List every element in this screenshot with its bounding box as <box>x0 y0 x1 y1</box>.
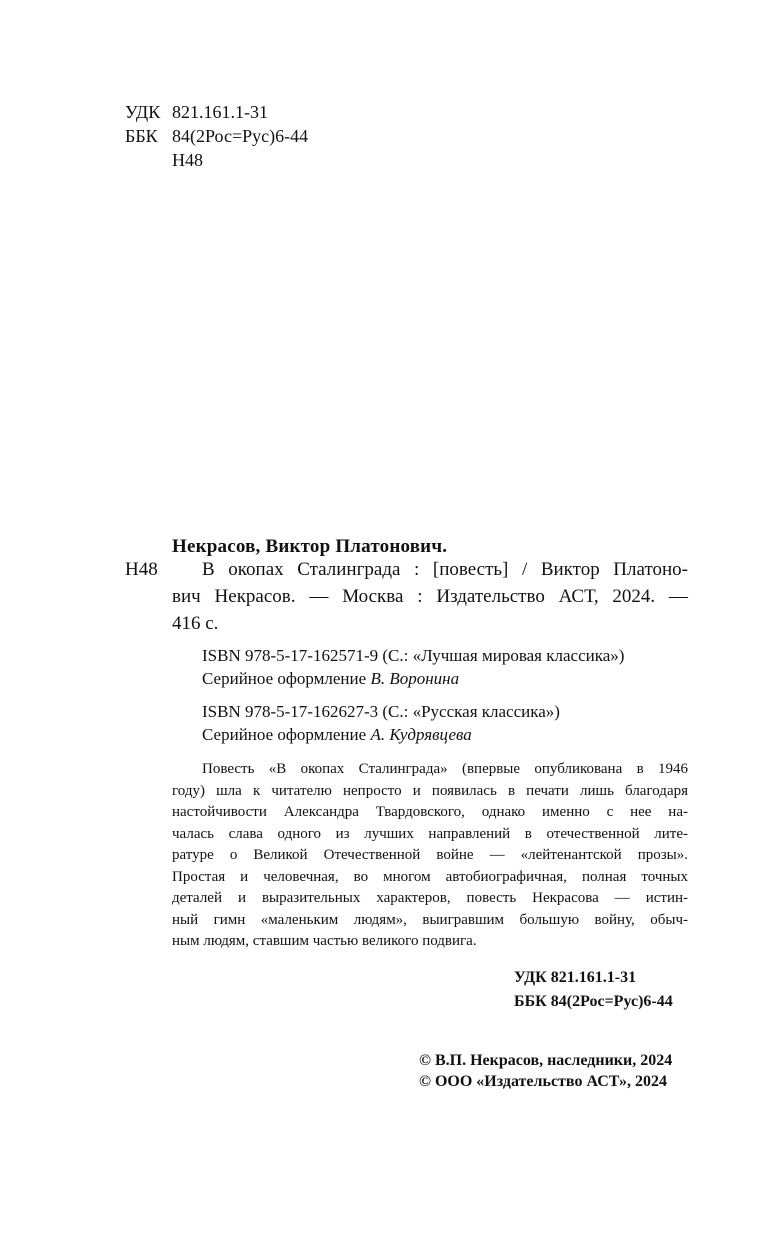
author-mark: Н48 <box>125 559 158 580</box>
bib-line: 416 с. <box>172 613 219 634</box>
classification-bottom <box>514 966 673 1014</box>
annotation-line: настойчивости Александра Твардовского, однако именно с нее на- <box>172 804 688 820</box>
author-mark-top: Н48 <box>172 150 203 170</box>
annotation-line: Простая и человечная, во многом автобиографичная, полная точных <box>172 868 688 885</box>
annotation-line: Повесть «В окопах Сталинграда» (впервые опубликована в 1946 <box>202 761 688 777</box>
copyright-line: © ООО «Издательство АСТ», 2024 <box>419 1073 668 1090</box>
udk-value: 821.161.1-31 <box>172 102 268 122</box>
bibliographic-description <box>172 556 688 637</box>
annotation-line: деталей и выразительных характеров, повесть Некрасова — истин- <box>172 890 688 906</box>
annotation-line: чалась слава одного из лучших направлений в отечественной лите- <box>172 825 688 842</box>
bib-line: вич Некрасов. — Москва : Издательство АСТ, 2024. — <box>172 586 688 607</box>
series-design-label: Серийное оформление <box>202 669 371 688</box>
isbn-line: ISBN 978-5-17-162627-3 (С.: «Русская классика») <box>202 702 560 721</box>
copyright-block <box>419 1050 672 1092</box>
annotation-line: году) шла к читателю непросто и появилась в печати лишь благодаря <box>172 782 688 799</box>
bbk-label: ББК <box>125 126 158 146</box>
annotation <box>172 759 688 953</box>
series-design-line <box>202 723 560 746</box>
udk-label: УДК <box>125 102 161 122</box>
isbn-block-2 <box>202 700 560 746</box>
series-design-line <box>202 667 624 690</box>
author-heading: Некрасов, Виктор Платонович. <box>172 536 448 557</box>
annotation-line: ратуре о Великой Отечественной войне — «лейтенантской прозы». <box>172 847 688 863</box>
designer-name: А. Кудрявцева <box>370 725 472 744</box>
annotation-line: ный гимн «маленьким людям», выигравшим большую войну, обыч- <box>172 911 688 928</box>
annotation-line: ным людям, ставшим частью великого подвига. <box>172 933 477 949</box>
copyright-line: © В.П. Некрасов, наследники, 2024 <box>419 1052 673 1069</box>
isbn-block-1 <box>202 644 624 690</box>
isbn-line: ISBN 978-5-17-162571-9 (С.: «Лучшая мировая классика») <box>202 646 625 665</box>
bbk-bottom: ББК 84(2Рос=Рус)6-44 <box>514 993 673 1010</box>
bbk-value: 84(2Рос=Рус)6-44 <box>172 126 309 146</box>
udk-bottom: УДК 821.161.1-31 <box>514 969 637 986</box>
series-design-label: Серийное оформление <box>202 725 371 744</box>
designer-name: В. Воронина <box>370 669 460 688</box>
bib-line: В окопах Сталинграда : [повесть] / Виктор Платоно- <box>202 559 688 580</box>
